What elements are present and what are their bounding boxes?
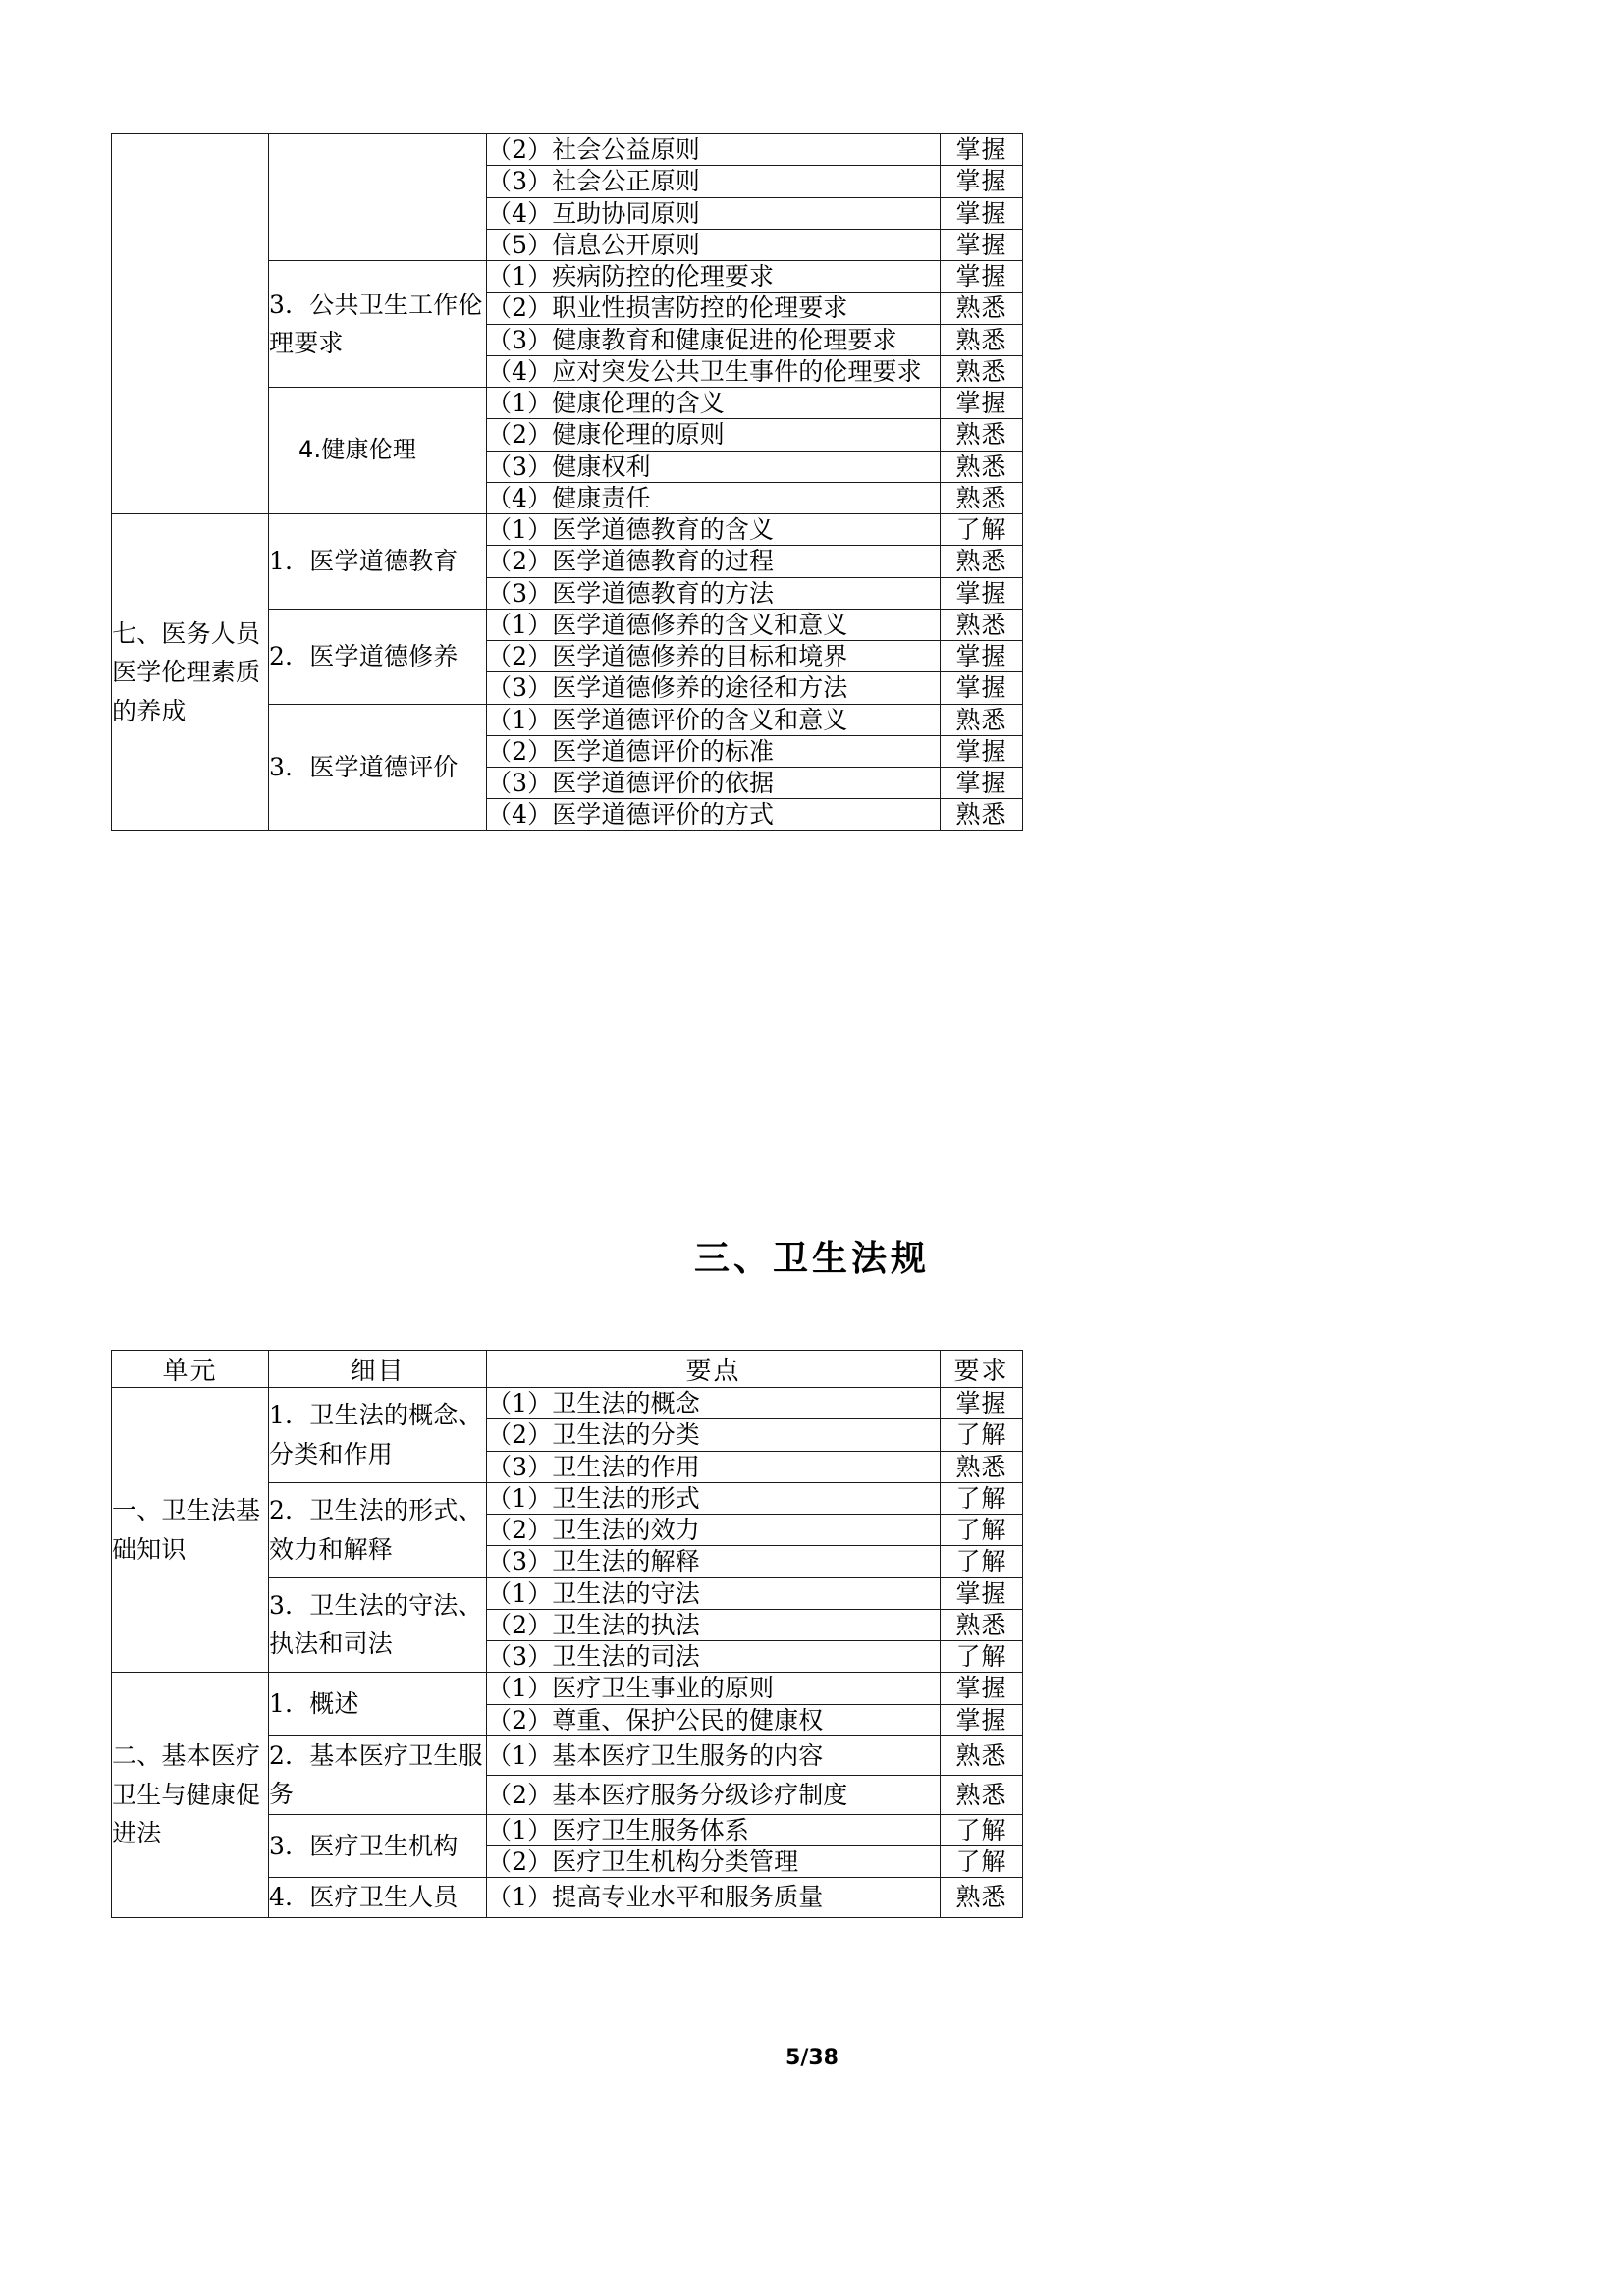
cell-point: （4）互助协同原则 — [487, 197, 941, 229]
cell-requirement: 了解 — [941, 514, 1023, 546]
cell-detail: 4.健康伦理 — [269, 388, 487, 514]
cell-point: （2）医学道德教育的过程 — [487, 546, 941, 577]
cell-point: （1）医学道德修养的含义和意义 — [487, 609, 941, 640]
cell-point: （1）医疗卫生服务体系 — [487, 1814, 941, 1845]
cell-requirement: 了解 — [941, 1546, 1023, 1577]
column-header-detail: 细目 — [269, 1351, 487, 1388]
cell-requirement: 熟悉 — [941, 1775, 1023, 1814]
cell-point: （4）健康责任 — [487, 482, 941, 513]
cell-point: （2）社会公益原则 — [487, 134, 941, 166]
cell-point: （2）职业性损害防控的伦理要求 — [487, 293, 941, 324]
cell-requirement: 掌握 — [941, 735, 1023, 767]
cell-point: （1）卫生法的概念 — [487, 1388, 941, 1419]
cell-requirement: 熟悉 — [941, 1609, 1023, 1640]
cell-requirement: 熟悉 — [941, 799, 1023, 830]
cell-point: （2）医疗卫生机构分类管理 — [487, 1846, 941, 1878]
cell-detail: 2．基本医疗卫生服务 — [269, 1735, 487, 1814]
cell-point: （2）尊重、保护公民的健康权 — [487, 1704, 941, 1735]
cell-requirement: 了解 — [941, 1814, 1023, 1845]
cell-requirement: 掌握 — [941, 1673, 1023, 1704]
cell-requirement: 了解 — [941, 1846, 1023, 1878]
cell-requirement: 掌握 — [941, 672, 1023, 704]
cell-point: （2）基本医疗服务分级诊疗制度 — [487, 1775, 941, 1814]
outline-table-medical-ethics — [111, 133, 1022, 831]
cell-point: （3）健康权利 — [487, 451, 941, 482]
cell-requirement: 了解 — [941, 1641, 1023, 1673]
cell-requirement: 熟悉 — [941, 419, 1023, 451]
cell-unit: 七、医务人员医学伦理素质的养成 — [112, 514, 269, 831]
cell-requirement: 掌握 — [941, 229, 1023, 260]
cell-unit-continued — [112, 134, 269, 514]
cell-detail: 3．公共卫生工作伦理要求 — [269, 261, 487, 388]
cell-requirement: 熟悉 — [941, 324, 1023, 355]
cell-point: （3）医学道德教育的方法 — [487, 577, 941, 609]
cell-point: （2）医学道德评价的标准 — [487, 735, 941, 767]
cell-requirement: 熟悉 — [941, 451, 1023, 482]
cell-requirement: 熟悉 — [941, 546, 1023, 577]
cell-point: （1）卫生法的守法 — [487, 1577, 941, 1609]
cell-point: （2）健康伦理的原则 — [487, 419, 941, 451]
cell-detail: 2．卫生法的形式、效力和解释 — [269, 1482, 487, 1577]
cell-point: （2）卫生法的执法 — [487, 1609, 941, 1640]
cell-requirement: 了解 — [941, 1419, 1023, 1451]
column-header-unit: 单元 — [112, 1351, 269, 1388]
cell-point: （1）基本医疗卫生服务的内容 — [487, 1735, 941, 1775]
cell-detail: 3．医学道德评价 — [269, 704, 487, 830]
cell-detail: 2．医学道德修养 — [269, 609, 487, 704]
cell-point: （3）卫生法的作用 — [487, 1451, 941, 1482]
cell-requirement: 掌握 — [941, 261, 1023, 293]
cell-requirement: 了解 — [941, 1482, 1023, 1514]
cell-requirement: 掌握 — [941, 166, 1023, 197]
cell-requirement: 掌握 — [941, 1577, 1023, 1609]
table-row — [112, 1673, 1023, 1704]
cell-detail: 1．卫生法的概念、分类和作用 — [269, 1388, 487, 1483]
table-row — [112, 134, 1023, 166]
cell-requirement: 熟悉 — [941, 355, 1023, 387]
cell-point: （1）医疗卫生事业的原则 — [487, 1673, 941, 1704]
page-number: 5/38 — [785, 2046, 839, 2070]
cell-unit: 一、卫生法基础知识 — [112, 1388, 269, 1673]
table-row — [112, 1388, 1023, 1419]
cell-requirement: 掌握 — [941, 1388, 1023, 1419]
cell-point: （1）卫生法的形式 — [487, 1482, 941, 1514]
cell-point: （2）卫生法的分类 — [487, 1419, 941, 1451]
cell-point: （2）卫生法的效力 — [487, 1515, 941, 1546]
cell-point: （2）医学道德修养的目标和境界 — [487, 641, 941, 672]
cell-requirement: 掌握 — [941, 197, 1023, 229]
cell-requirement: 熟悉 — [941, 704, 1023, 735]
cell-point: （3）健康教育和健康促进的伦理要求 — [487, 324, 941, 355]
cell-requirement: 熟悉 — [941, 609, 1023, 640]
cell-point: （1）医学道德教育的含义 — [487, 514, 941, 546]
column-header-point: 要点 — [487, 1351, 941, 1388]
cell-point: （1）提高专业水平和服务质量 — [487, 1878, 941, 1918]
page-section-heading: 三、卫生法规 — [693, 1239, 930, 1279]
cell-detail: 1．概述 — [269, 1673, 487, 1736]
cell-requirement: 掌握 — [941, 388, 1023, 419]
cell-point: （3）社会公正原则 — [487, 166, 941, 197]
table-header-row — [112, 1351, 1023, 1388]
cell-detail: 3．卫生法的守法、执法和司法 — [269, 1577, 487, 1673]
cell-requirement: 熟悉 — [941, 482, 1023, 513]
cell-requirement: 掌握 — [941, 1704, 1023, 1735]
cell-point: （4）医学道德评价的方式 — [487, 799, 941, 830]
cell-requirement: 熟悉 — [941, 1878, 1023, 1918]
table-bottom-header — [112, 1351, 1023, 1388]
cell-detail: 3．医疗卫生机构 — [269, 1814, 487, 1878]
cell-requirement: 掌握 — [941, 641, 1023, 672]
cell-point: （3）医学道德修养的途径和方法 — [487, 672, 941, 704]
cell-requirement: 掌握 — [941, 768, 1023, 799]
cell-unit: 二、基本医疗卫生与健康促进法 — [112, 1673, 269, 1918]
cell-point: （3）卫生法的解释 — [487, 1546, 941, 1577]
cell-point: （3）卫生法的司法 — [487, 1641, 941, 1673]
cell-detail-continued — [269, 134, 487, 261]
cell-requirement: 了解 — [941, 1515, 1023, 1546]
table-bottom — [111, 1350, 1023, 1918]
cell-point: （1）健康伦理的含义 — [487, 388, 941, 419]
cell-requirement: 熟悉 — [941, 1735, 1023, 1775]
cell-point: （1）医学道德评价的含义和意义 — [487, 704, 941, 735]
cell-point: （5）信息公开原则 — [487, 229, 941, 260]
cell-requirement: 熟悉 — [941, 293, 1023, 324]
table-top — [111, 133, 1023, 831]
cell-detail: 4．医疗卫生人员 — [269, 1878, 487, 1918]
column-header-requirement: 要求 — [941, 1351, 1023, 1388]
cell-detail: 1．医学道德教育 — [269, 514, 487, 610]
cell-requirement: 熟悉 — [941, 1451, 1023, 1482]
cell-requirement: 掌握 — [941, 134, 1023, 166]
cell-point: （4）应对突发公共卫生事件的伦理要求 — [487, 355, 941, 387]
cell-requirement: 掌握 — [941, 577, 1023, 609]
cell-point: （3）医学道德评价的依据 — [487, 768, 941, 799]
table-row — [112, 514, 1023, 546]
cell-point: （1）疾病防控的伦理要求 — [487, 261, 941, 293]
outline-table-health-regulations — [111, 1350, 1022, 1918]
